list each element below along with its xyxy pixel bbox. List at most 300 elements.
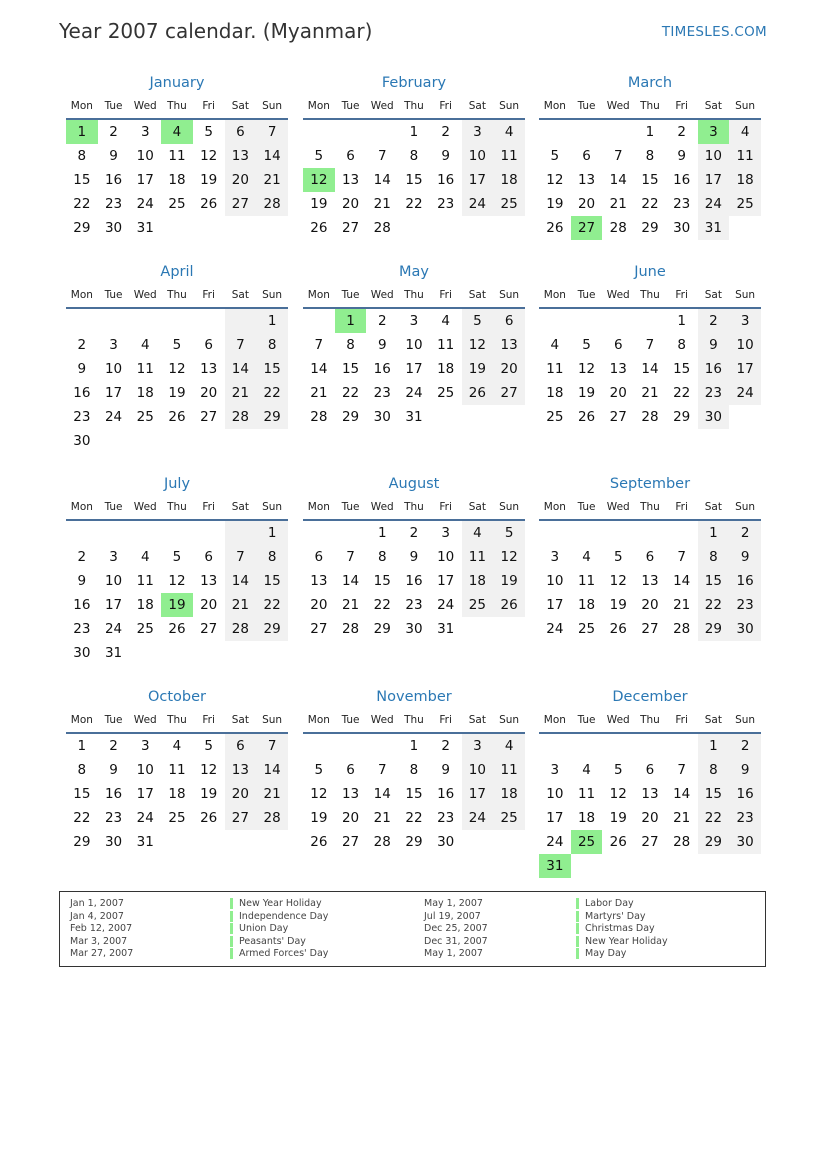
day-cell[interactable]: 28 [673, 834, 691, 850]
day-cell[interactable]: 14 [310, 361, 328, 377]
day-cell[interactable]: 19 [609, 810, 627, 826]
day-cell[interactable]: 15 [73, 786, 91, 802]
day-cell[interactable]: 3 [462, 119, 494, 144]
day-cell[interactable]: 2 [698, 308, 730, 333]
day-cell[interactable]: 6 [645, 549, 655, 565]
day-cell[interactable]: 11 [729, 144, 761, 168]
day-cell[interactable]: 15 [698, 782, 730, 806]
day-cell[interactable]: 24 [136, 810, 154, 826]
day-cell[interactable]: 20 [310, 597, 328, 613]
day-cell[interactable]: 7 [225, 333, 257, 357]
day-cell[interactable]: 4 [140, 549, 150, 565]
day-cell[interactable]: 23 [104, 196, 123, 212]
day-cell[interactable]: 24 [698, 192, 730, 216]
day-cell[interactable]: 16 [405, 573, 423, 589]
day-cell[interactable]: 29 [673, 409, 691, 425]
day-cell[interactable]: 11 [136, 573, 154, 589]
day-cell[interactable]: 17 [104, 385, 123, 401]
day-cell[interactable]: 5 [493, 520, 525, 545]
day-cell[interactable]: 10 [136, 148, 154, 164]
day-cell[interactable]: 2 [77, 549, 87, 565]
day-cell[interactable]: 13 [609, 361, 627, 377]
day-cell[interactable]: 20 [225, 168, 257, 192]
day-cell[interactable]: 15 [405, 172, 423, 188]
day-cell[interactable]: 6 [346, 762, 355, 778]
day-cell[interactable]: 25 [136, 621, 154, 637]
day-cell[interactable]: 4 [161, 119, 193, 144]
day-cell[interactable]: 23 [437, 196, 455, 212]
day-cell[interactable]: 7 [256, 733, 288, 758]
day-cell[interactable]: 6 [204, 549, 213, 565]
day-cell[interactable]: 25 [546, 409, 564, 425]
day-cell[interactable]: 30 [373, 409, 391, 425]
day-cell[interactable]: 28 [225, 617, 257, 641]
day-cell[interactable]: 30 [104, 834, 123, 850]
day-cell[interactable]: 22 [405, 810, 423, 826]
day-cell[interactable]: 4 [582, 549, 591, 565]
day-cell[interactable]: 20 [200, 597, 218, 613]
day-cell[interactable]: 11 [577, 573, 596, 589]
day-cell[interactable]: 7 [256, 119, 288, 144]
day-cell[interactable]: 2 [77, 337, 87, 353]
day-cell[interactable]: 8 [409, 762, 419, 778]
day-cell[interactable]: 9 [729, 545, 761, 569]
day-cell[interactable]: 23 [437, 810, 455, 826]
day-cell[interactable]: 19 [462, 357, 494, 381]
day-cell[interactable]: 1 [698, 733, 730, 758]
day-cell[interactable]: 24 [405, 385, 423, 401]
day-cell[interactable]: 1 [256, 520, 288, 545]
day-cell[interactable]: 16 [104, 172, 123, 188]
day-cell[interactable]: 11 [493, 144, 525, 168]
day-cell[interactable]: 17 [462, 168, 494, 192]
day-cell[interactable]: 28 [673, 621, 691, 637]
day-cell[interactable]: 8 [377, 549, 387, 565]
day-cell[interactable]: 5 [204, 738, 213, 754]
day-cell[interactable]: 9 [109, 148, 118, 164]
day-cell[interactable]: 13 [641, 786, 659, 802]
day-cell[interactable]: 7 [677, 549, 686, 565]
day-cell[interactable]: 14 [373, 172, 391, 188]
day-cell[interactable]: 17 [136, 786, 154, 802]
day-cell[interactable]: 3 [109, 549, 118, 565]
day-cell[interactable]: 24 [546, 621, 564, 637]
day-cell[interactable]: 3 [550, 762, 560, 778]
day-cell[interactable]: 5 [314, 148, 324, 164]
day-cell[interactable]: 18 [493, 168, 525, 192]
day-cell[interactable]: 15 [256, 569, 288, 593]
day-cell[interactable]: 25 [493, 192, 525, 216]
day-cell[interactable]: 26 [168, 409, 186, 425]
day-cell[interactable]: 25 [462, 593, 494, 617]
day-cell[interactable]: 24 [437, 597, 455, 613]
day-cell[interactable]: 25 [168, 196, 186, 212]
day-cell[interactable]: 2 [729, 520, 761, 545]
day-cell[interactable]: 19 [310, 810, 328, 826]
day-cell[interactable]: 26 [546, 220, 564, 236]
day-cell[interactable]: 13 [341, 786, 360, 802]
day-cell[interactable]: 21 [673, 597, 691, 613]
day-cell[interactable]: 11 [577, 786, 596, 802]
day-cell[interactable]: 24 [462, 806, 494, 830]
day-cell[interactable]: 8 [698, 545, 730, 569]
day-cell[interactable]: 14 [225, 357, 257, 381]
day-cell[interactable]: 2 [441, 738, 450, 754]
day-cell[interactable]: 2 [441, 124, 450, 140]
day-cell[interactable]: 23 [73, 621, 91, 637]
day-cell[interactable]: 8 [677, 337, 686, 353]
day-cell[interactable]: 3 [409, 313, 419, 329]
day-cell[interactable]: 28 [256, 192, 288, 216]
day-cell[interactable]: 5 [613, 549, 623, 565]
day-cell[interactable]: 27 [200, 621, 218, 637]
day-cell[interactable]: 29 [256, 617, 288, 641]
day-cell[interactable]: 3 [462, 733, 494, 758]
day-cell[interactable]: 30 [104, 220, 123, 236]
day-cell[interactable]: 2 [109, 124, 118, 140]
day-cell[interactable]: 18 [577, 597, 596, 613]
day-cell[interactable]: 14 [673, 573, 691, 589]
day-cell[interactable]: 30 [729, 617, 761, 641]
day-cell[interactable]: 3 [140, 738, 150, 754]
day-cell[interactable]: 28 [373, 220, 391, 236]
day-cell[interactable]: 19 [200, 172, 218, 188]
day-cell[interactable]: 16 [729, 782, 761, 806]
day-cell[interactable]: 5 [172, 337, 182, 353]
day-cell[interactable]: 28 [310, 409, 328, 425]
day-cell[interactable]: 13 [200, 573, 218, 589]
day-cell[interactable]: 26 [609, 834, 627, 850]
day-cell[interactable]: 7 [377, 762, 387, 778]
day-cell[interactable]: 18 [577, 810, 596, 826]
day-cell[interactable]: 28 [609, 220, 627, 236]
day-cell[interactable]: 4 [582, 762, 591, 778]
day-cell[interactable]: 14 [673, 786, 691, 802]
day-cell[interactable]: 30 [437, 834, 455, 850]
day-cell[interactable]: 29 [256, 405, 288, 429]
day-cell[interactable]: 19 [546, 196, 564, 212]
day-cell[interactable]: 9 [77, 361, 87, 377]
day-cell[interactable]: 31 [698, 216, 730, 240]
day-cell[interactable]: 29 [641, 220, 659, 236]
day-cell[interactable]: 22 [256, 381, 288, 405]
day-cell[interactable]: 11 [462, 545, 494, 569]
day-cell[interactable]: 23 [373, 385, 391, 401]
day-cell[interactable]: 22 [373, 597, 391, 613]
day-cell[interactable]: 11 [168, 762, 186, 778]
day-cell[interactable]: 31 [136, 834, 154, 850]
day-cell[interactable]: 9 [677, 148, 686, 164]
day-cell[interactable]: 11 [437, 337, 455, 353]
day-cell[interactable]: 1 [677, 313, 686, 329]
day-cell[interactable]: 20 [641, 810, 659, 826]
day-cell[interactable]: 16 [698, 357, 730, 381]
day-cell[interactable]: 4 [493, 119, 525, 144]
day-cell[interactable]: 27 [609, 409, 627, 425]
day-cell[interactable]: 5 [582, 337, 591, 353]
day-cell[interactable]: 1 [256, 308, 288, 333]
day-cell[interactable]: 15 [73, 172, 91, 188]
day-cell[interactable]: 19 [161, 593, 193, 617]
day-cell[interactable]: 20 [341, 810, 360, 826]
day-cell[interactable]: 23 [104, 810, 123, 826]
day-cell[interactable]: 18 [168, 172, 186, 188]
day-cell[interactable]: 4 [172, 738, 182, 754]
day-cell[interactable]: 7 [613, 148, 623, 164]
day-cell[interactable]: 31 [136, 220, 154, 236]
day-cell[interactable]: 25 [136, 409, 154, 425]
day-cell[interactable]: 20 [200, 385, 218, 401]
day-cell[interactable]: 2 [677, 124, 686, 140]
day-cell[interactable]: 18 [493, 782, 525, 806]
day-cell[interactable]: 12 [303, 168, 335, 192]
day-cell[interactable]: 9 [109, 762, 118, 778]
day-cell[interactable]: 8 [256, 333, 288, 357]
day-cell[interactable]: 12 [609, 573, 627, 589]
day-cell[interactable]: 23 [73, 409, 91, 425]
day-cell[interactable]: 15 [256, 357, 288, 381]
day-cell[interactable]: 13 [200, 361, 218, 377]
day-cell[interactable]: 18 [136, 597, 154, 613]
day-cell[interactable]: 16 [729, 569, 761, 593]
day-cell[interactable]: 13 [341, 172, 360, 188]
day-cell[interactable]: 7 [225, 545, 257, 569]
day-cell[interactable]: 10 [462, 144, 494, 168]
day-cell[interactable]: 27 [641, 834, 659, 850]
day-cell[interactable]: 27 [641, 621, 659, 637]
day-cell[interactable]: 11 [546, 361, 564, 377]
day-cell[interactable]: 24 [729, 381, 761, 405]
day-cell[interactable]: 21 [225, 381, 257, 405]
day-cell[interactable]: 3 [140, 124, 150, 140]
day-cell[interactable]: 5 [314, 762, 324, 778]
day-cell[interactable]: 6 [493, 308, 525, 333]
brand-link[interactable]: TIMESLES.COM [661, 24, 767, 40]
day-cell[interactable]: 8 [256, 545, 288, 569]
day-cell[interactable]: 17 [698, 168, 730, 192]
day-cell[interactable]: 20 [641, 597, 659, 613]
day-cell[interactable]: 10 [546, 786, 564, 802]
day-cell[interactable]: 2 [109, 738, 118, 754]
day-cell[interactable]: 21 [225, 593, 257, 617]
day-cell[interactable]: 2 [377, 313, 387, 329]
day-cell[interactable]: 3 [698, 119, 730, 144]
day-cell[interactable]: 17 [546, 597, 564, 613]
day-cell[interactable]: 4 [140, 337, 150, 353]
day-cell[interactable]: 8 [346, 337, 355, 353]
day-cell[interactable]: 12 [546, 172, 564, 188]
day-cell[interactable]: 17 [405, 361, 423, 377]
day-cell[interactable]: 6 [645, 762, 655, 778]
day-cell[interactable]: 1 [377, 525, 387, 541]
day-cell[interactable]: 17 [462, 782, 494, 806]
day-cell[interactable]: 17 [437, 573, 455, 589]
day-cell[interactable]: 24 [104, 409, 123, 425]
day-cell[interactable]: 7 [645, 337, 655, 353]
day-cell[interactable]: 8 [698, 758, 730, 782]
day-cell[interactable]: 14 [341, 573, 360, 589]
day-cell[interactable]: 9 [377, 337, 387, 353]
day-cell[interactable]: 12 [462, 333, 494, 357]
day-cell[interactable]: 6 [225, 733, 257, 758]
day-cell[interactable]: 8 [77, 148, 87, 164]
day-cell[interactable]: 10 [462, 758, 494, 782]
day-cell[interactable]: 12 [577, 361, 596, 377]
day-cell[interactable]: 27 [341, 220, 360, 236]
day-cell[interactable]: 4 [729, 119, 761, 144]
day-cell[interactable]: 16 [437, 172, 455, 188]
day-cell[interactable]: 29 [405, 834, 423, 850]
day-cell[interactable]: 26 [609, 621, 627, 637]
day-cell[interactable]: 28 [225, 405, 257, 429]
day-cell[interactable]: 12 [200, 762, 218, 778]
day-cell[interactable]: 29 [698, 830, 730, 854]
day-cell[interactable]: 21 [641, 385, 659, 401]
day-cell[interactable]: 16 [373, 361, 391, 377]
day-cell[interactable]: 27 [225, 192, 257, 216]
day-cell[interactable]: 29 [698, 617, 730, 641]
day-cell[interactable]: 16 [73, 597, 91, 613]
day-cell[interactable]: 3 [729, 308, 761, 333]
day-cell[interactable]: 18 [729, 168, 761, 192]
day-cell[interactable]: 28 [641, 409, 659, 425]
day-cell[interactable]: 15 [698, 569, 730, 593]
day-cell[interactable]: 22 [698, 593, 730, 617]
day-cell[interactable]: 27 [310, 621, 328, 637]
day-cell[interactable]: 8 [409, 148, 419, 164]
day-cell[interactable]: 17 [729, 357, 761, 381]
day-cell[interactable]: 12 [609, 786, 627, 802]
day-cell[interactable]: 15 [673, 361, 691, 377]
day-cell[interactable]: 25 [577, 621, 596, 637]
day-cell[interactable]: 11 [168, 148, 186, 164]
day-cell[interactable]: 28 [373, 834, 391, 850]
day-cell[interactable]: 12 [200, 148, 218, 164]
day-cell[interactable]: 30 [698, 405, 730, 429]
day-cell[interactable]: 25 [437, 385, 455, 401]
day-cell[interactable]: 27 [200, 409, 218, 425]
day-cell[interactable]: 18 [437, 361, 455, 377]
day-cell[interactable]: 6 [314, 549, 324, 565]
day-cell[interactable]: 26 [310, 220, 328, 236]
day-cell[interactable]: 14 [609, 172, 627, 188]
day-cell[interactable]: 10 [546, 573, 564, 589]
day-cell[interactable]: 3 [441, 525, 450, 541]
day-cell[interactable]: 15 [373, 573, 391, 589]
day-cell[interactable]: 25 [493, 806, 525, 830]
day-cell[interactable]: 22 [405, 196, 423, 212]
day-cell[interactable]: 31 [405, 409, 423, 425]
day-cell[interactable]: 9 [729, 758, 761, 782]
day-cell[interactable]: 5 [550, 148, 560, 164]
day-cell[interactable]: 26 [577, 409, 596, 425]
day-cell[interactable]: 1 [409, 124, 419, 140]
day-cell[interactable]: 28 [256, 806, 288, 830]
day-cell[interactable]: 10 [104, 361, 123, 377]
day-cell[interactable]: 13 [493, 333, 525, 357]
day-cell[interactable]: 18 [168, 786, 186, 802]
day-cell[interactable]: 6 [204, 337, 213, 353]
day-cell[interactable]: 4 [550, 337, 560, 353]
day-cell[interactable]: 22 [341, 385, 360, 401]
day-cell[interactable]: 29 [73, 834, 91, 850]
day-cell[interactable]: 2 [729, 733, 761, 758]
day-cell[interactable]: 27 [341, 834, 360, 850]
day-cell[interactable]: 21 [609, 196, 627, 212]
day-cell[interactable]: 10 [405, 337, 423, 353]
day-cell[interactable]: 13 [577, 172, 596, 188]
day-cell[interactable]: 1 [645, 124, 655, 140]
day-cell[interactable]: 23 [673, 196, 691, 212]
day-cell[interactable]: 16 [437, 786, 455, 802]
day-cell[interactable]: 23 [405, 597, 423, 613]
day-cell[interactable]: 20 [225, 782, 257, 806]
day-cell[interactable]: 26 [168, 621, 186, 637]
day-cell[interactable]: 19 [310, 196, 328, 212]
day-cell[interactable]: 26 [200, 196, 218, 212]
day-cell[interactable]: 25 [729, 192, 761, 216]
day-cell[interactable]: 25 [168, 810, 186, 826]
day-cell[interactable]: 29 [73, 220, 91, 236]
day-cell[interactable]: 3 [550, 549, 560, 565]
day-cell[interactable]: 14 [373, 786, 391, 802]
day-cell[interactable]: 14 [256, 144, 288, 168]
day-cell[interactable]: 9 [77, 573, 87, 589]
day-cell[interactable]: 8 [77, 762, 87, 778]
day-cell[interactable]: 23 [729, 806, 761, 830]
day-cell[interactable]: 4 [441, 313, 450, 329]
day-cell[interactable]: 1 [335, 308, 367, 333]
day-cell[interactable]: 9 [409, 549, 419, 565]
day-cell[interactable]: 10 [136, 762, 154, 778]
day-cell[interactable]: 12 [168, 573, 186, 589]
day-cell[interactable]: 21 [310, 385, 328, 401]
day-cell[interactable]: 12 [310, 786, 328, 802]
day-cell[interactable]: 26 [310, 834, 328, 850]
day-cell[interactable]: 22 [641, 196, 659, 212]
day-cell[interactable]: 20 [341, 196, 360, 212]
day-cell[interactable]: 20 [609, 385, 627, 401]
day-cell[interactable]: 10 [698, 144, 730, 168]
day-cell[interactable]: 6 [346, 148, 355, 164]
day-cell[interactable]: 6 [613, 337, 623, 353]
day-cell[interactable]: 21 [373, 810, 391, 826]
day-cell[interactable]: 28 [341, 621, 360, 637]
day-cell[interactable]: 31 [539, 854, 571, 878]
day-cell[interactable]: 24 [136, 196, 154, 212]
day-cell[interactable]: 17 [546, 810, 564, 826]
day-cell[interactable]: 2 [409, 525, 419, 541]
day-cell[interactable]: 4 [462, 520, 494, 545]
day-cell[interactable]: 31 [437, 621, 455, 637]
day-cell[interactable]: 15 [341, 361, 360, 377]
day-cell[interactable]: 22 [698, 806, 730, 830]
day-cell[interactable]: 17 [104, 597, 123, 613]
day-cell[interactable]: 10 [104, 573, 123, 589]
day-cell[interactable]: 12 [168, 361, 186, 377]
day-cell[interactable]: 27 [571, 216, 603, 240]
day-cell[interactable]: 14 [256, 758, 288, 782]
day-cell[interactable]: 11 [136, 361, 154, 377]
day-cell[interactable]: 24 [546, 834, 564, 850]
day-cell[interactable]: 13 [310, 573, 328, 589]
day-cell[interactable]: 9 [441, 762, 450, 778]
day-cell[interactable]: 1 [698, 520, 730, 545]
day-cell[interactable]: 11 [493, 758, 525, 782]
day-cell[interactable]: 21 [373, 196, 391, 212]
day-cell[interactable]: 22 [73, 810, 91, 826]
day-cell[interactable]: 17 [136, 172, 154, 188]
